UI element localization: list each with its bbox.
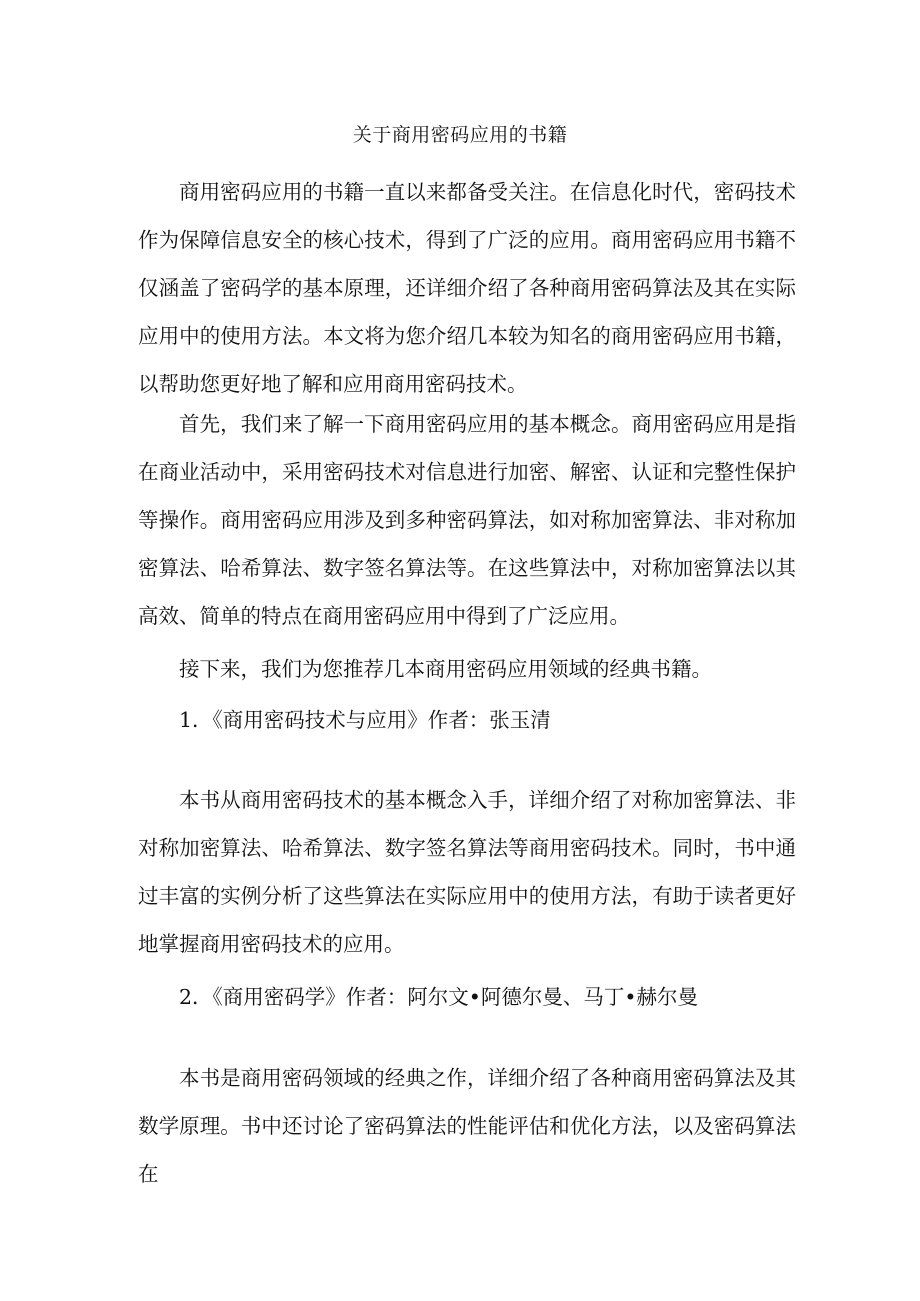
document-title: 关于商用密码应用的书籍	[352, 124, 568, 146]
recommendation-paragraph: 接下来，我们为您推荐几本商用密码应用领域的经典书籍。	[179, 657, 712, 681]
book-heading: 2．《商用密码学》作者：阿尔文•阿德尔曼、马丁•赫尔曼	[179, 985, 698, 1009]
book-heading: 1．《商用密码技术与应用》作者：张玉清	[179, 708, 551, 732]
book-description: 本书从商用密码技术的基本概念入手，详细介绍了对称加密算法、非对称加密算法、哈希算法、数字签名算法等商用密码技术。同时，书中通过丰富的实例分析了这些算法在实际应用中的使用方法，有助于读者更好地掌握商用密码技术的应用。	[138, 788, 796, 956]
intro-paragraph: 商用密码应用的书籍一直以来都备受关注。在信息化时代，密码技术作为保障信息安全的核心技术，得到了广泛的应用。商用密码应用书籍不仅涵盖了密码学的基本原理，还详细介绍了各种商用密码算法及其在实际应用中的使用方法。本文将为您介绍几本较为知名的商用密码应用书籍，以帮助您更好地了解和应用商用密码技术。	[138, 180, 796, 396]
book-description: 本书是商用密码领域的经典之作，详细介绍了各种商用密码算法及其数学原理。书中还讨论了密码算法的性能评估和优化方法，以及密码算法在	[138, 1066, 796, 1186]
concept-paragraph: 首先，我们来了解一下商用密码应用的基本概念。商用密码应用是指在商业活动中，采用密码技术对信息进行加密、解密、认证和完整性保护等操作。商用密码应用涉及到多种密码算法，如对称加密算法、非对称加密算法、哈希算法、数字签名算法等。在这些算法中，对称加密算法以其高效、简单的特点在商用密码应用中得到了广泛应用。	[138, 412, 796, 628]
